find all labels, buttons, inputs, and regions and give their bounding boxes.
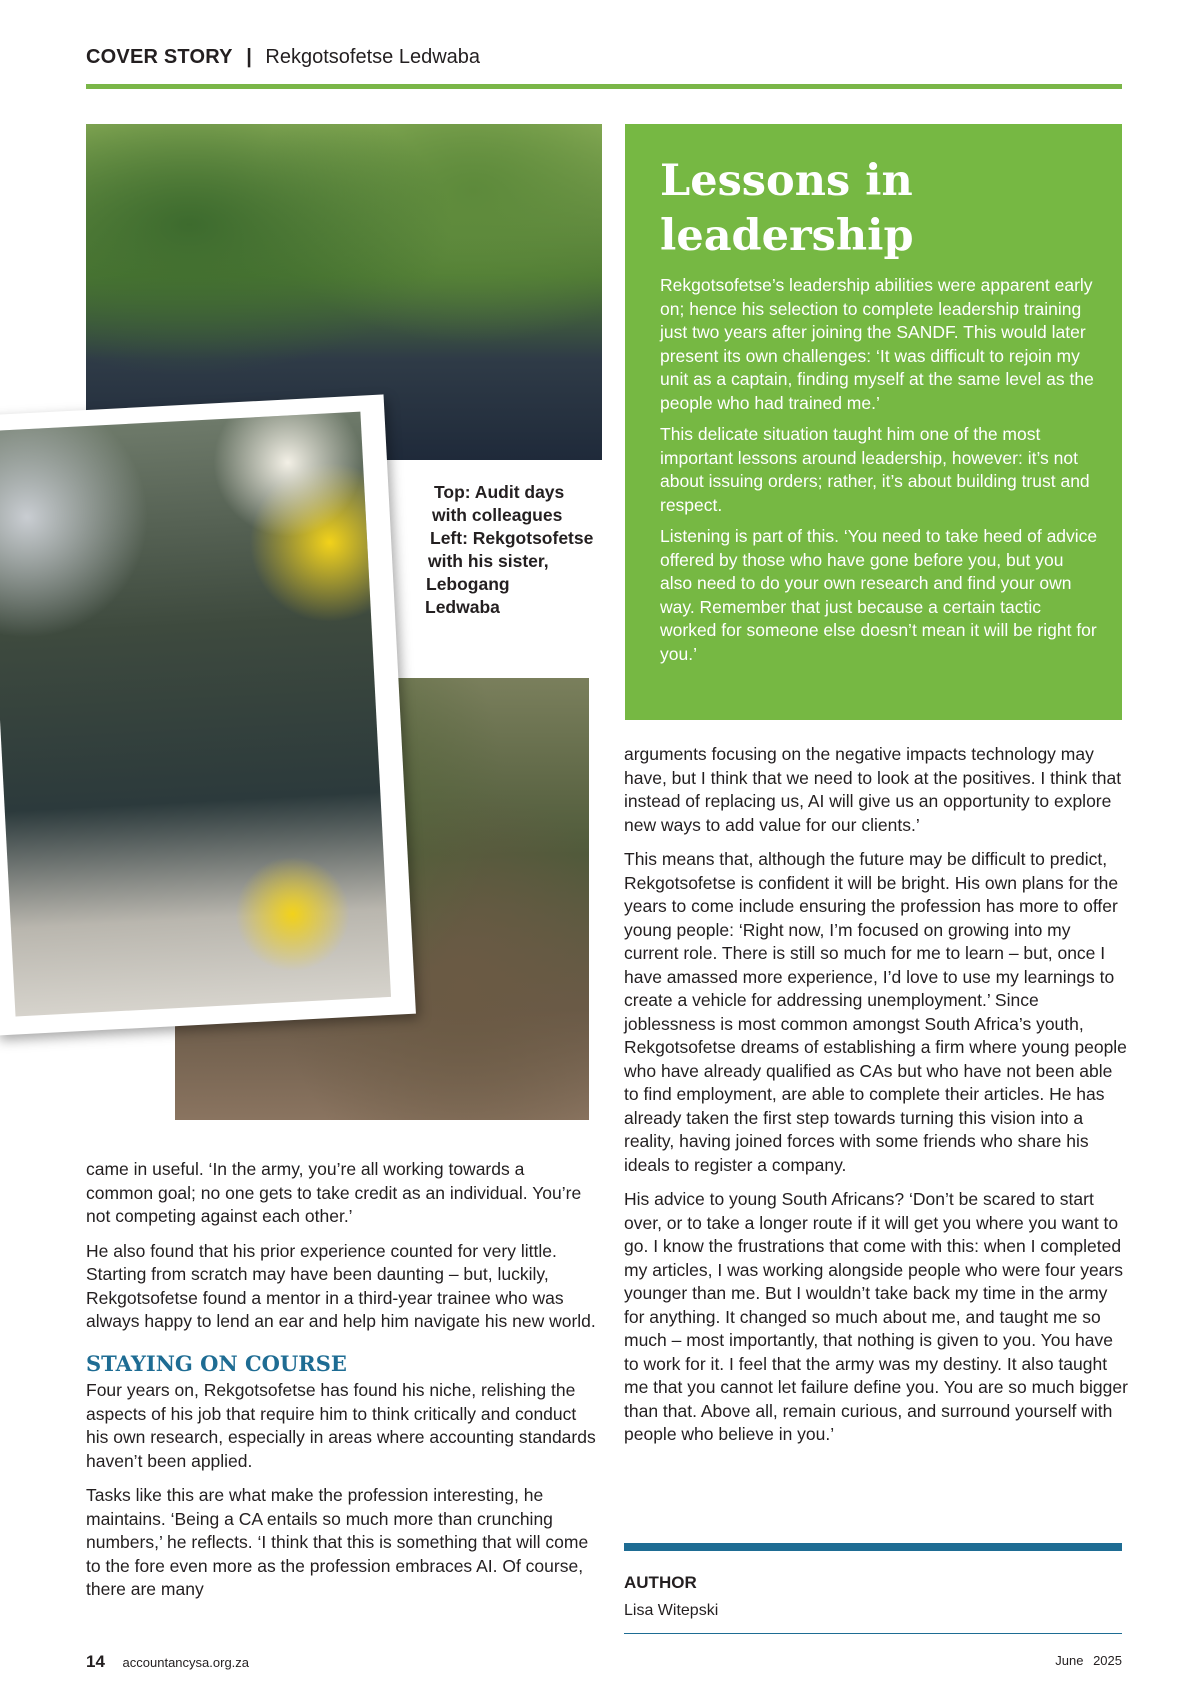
caption-line: Lebogang xyxy=(426,574,510,594)
author-label: AUTHOR xyxy=(624,1573,697,1592)
body-paragraph: His advice to young South Africans? ‘Don’t be scared to start over, or to take a longer route if it will get you where you want to go. I know the frustrations that come with this: when I completed my articles, I was working alongside people who were four years younger than me. But I wouldn’t take back my time in the army for anything. It changed so much about me, and taught me so much – most importantly, that nothing is given to you. You have to work for it. I feel that the army was my destiny. It also taught me that you cannot let failure define you. You are so much bigger than that. Above all, remain curious, and surround yourself with people who believe in you.’ xyxy=(624,1189,1128,1444)
body-paragraph: Tasks like this are what make the profession interesting, he maintains. ‘Being a CA entails so much more than crunching numbers,’ he reflects. ‘I think that this is something that will come to the fore even more as the profession embraces AI. Of course, there are many xyxy=(86,1485,589,1599)
caption-line: Ledwaba xyxy=(425,597,500,617)
caption-line: with his sister, xyxy=(428,551,549,571)
caption-line: with colleagues xyxy=(432,505,563,525)
body-paragraph: came in useful. ‘In the army, you’re all working towards a common goal; no one gets to take credit as an individual. You’re not competing against each other.’ xyxy=(86,1159,582,1226)
sidebar-body xyxy=(660,274,1100,674)
sidebar-title-line2: leadership xyxy=(660,211,914,261)
author-divider xyxy=(624,1543,1122,1551)
body-paragraph: This means that, although the future may be difficult to predict, Rekgotsofetse is confident it will be bright. His own plans for the years to come include ensuring the profession has more to offer young people: ‘Right now, I’m focused on growing into my current role. There is still so much for me to learn – but, once I have amassed more experience, I’d love to use my learnings to create a vehicle for addressing unemployment.’ Since joblessness is most common amongst South Africa’s youth, Rekgotsofetse dreams of establishing a firm where young people who have already qualified as CAs but who have not been able to find employment, are able to complete their articles. He has already taken the first step towards turning this vision into a reality, having joined forces with some friends who share his ideals to register a company. xyxy=(624,849,1127,1175)
body-paragraph: Four years on, Rekgotsofetse has found his niche, relishing the aspects of his job that require him to think critically and conduct his own research, especially in areas where accounting standards haven’t been applied. xyxy=(86,1380,596,1471)
sidebar-lessons-in-leadership xyxy=(625,124,1122,720)
left-column xyxy=(86,1158,596,1613)
footer-issue-date xyxy=(1055,1653,1122,1668)
author-name: Lisa Witepski xyxy=(624,1602,719,1619)
caption-line: Top: Audit days xyxy=(434,482,565,502)
header-separator: | xyxy=(246,46,252,68)
sidebar-paragraph: Rekgotsofetse’s leadership abilities were apparent early on; hence his selection to complete leadership training just two years after joining the SANDF. This would later present its own challenges: ‘It was difficult to rejoin my unit as a captain, finding myself at the same level as the people who had trained me.’ xyxy=(660,275,1094,413)
header-subject-name: Rekgotsofetse Ledwaba xyxy=(265,46,481,68)
subheading-staying-on-course: STAYING ON COURSE xyxy=(86,1350,347,1376)
issue-month: June xyxy=(1055,1653,1084,1668)
section-label: COVER STORY xyxy=(86,46,233,68)
caption-line: Left: Rekgotsofetse xyxy=(430,528,594,548)
photo-sister xyxy=(0,412,391,1017)
body-paragraph: He also found that his prior experience counted for very little. Starting from scratch may have been daunting – but, luckily, Rekgotsofetse found a mentor in a third-year trainee who was always happy to lend an ear and help him navigate his new world. xyxy=(86,1240,596,1331)
author-bottom-rule xyxy=(624,1633,1122,1634)
header-rule xyxy=(86,84,1122,89)
body-paragraph: arguments focusing on the negative impacts technology may have, but I think that we need to look at the positives. I think that instead of replacing us, AI will give us an opportunity to explore new ways to add value for our clients.’ xyxy=(624,744,1122,835)
page-number: 14 xyxy=(86,1652,105,1671)
photo-frame-sister xyxy=(0,394,416,1035)
issue-year: 2025 xyxy=(1093,1653,1122,1668)
author-box xyxy=(624,1543,1122,1634)
footer-left xyxy=(86,1652,249,1672)
running-header xyxy=(86,46,480,69)
sidebar-paragraph: This delicate situation taught him one of the most important lessons around leadership, however: it’s not about issuing orders; rather, it’s about building trust and respect. xyxy=(660,424,1090,515)
sidebar-title xyxy=(660,154,914,264)
sidebar-title-line1: Lessons in xyxy=(660,156,913,206)
right-column xyxy=(624,743,1129,1458)
sidebar-paragraph: Listening is part of this. ‘You need to take heed of advice offered by those who have gone before you, but you also need to do your own research and find your own way. Remember that just because a certain tactic worked for someone else doesn’t mean it will be right for you.’ xyxy=(660,526,1098,664)
website-link[interactable]: accountancysa.org.za xyxy=(122,1655,250,1670)
